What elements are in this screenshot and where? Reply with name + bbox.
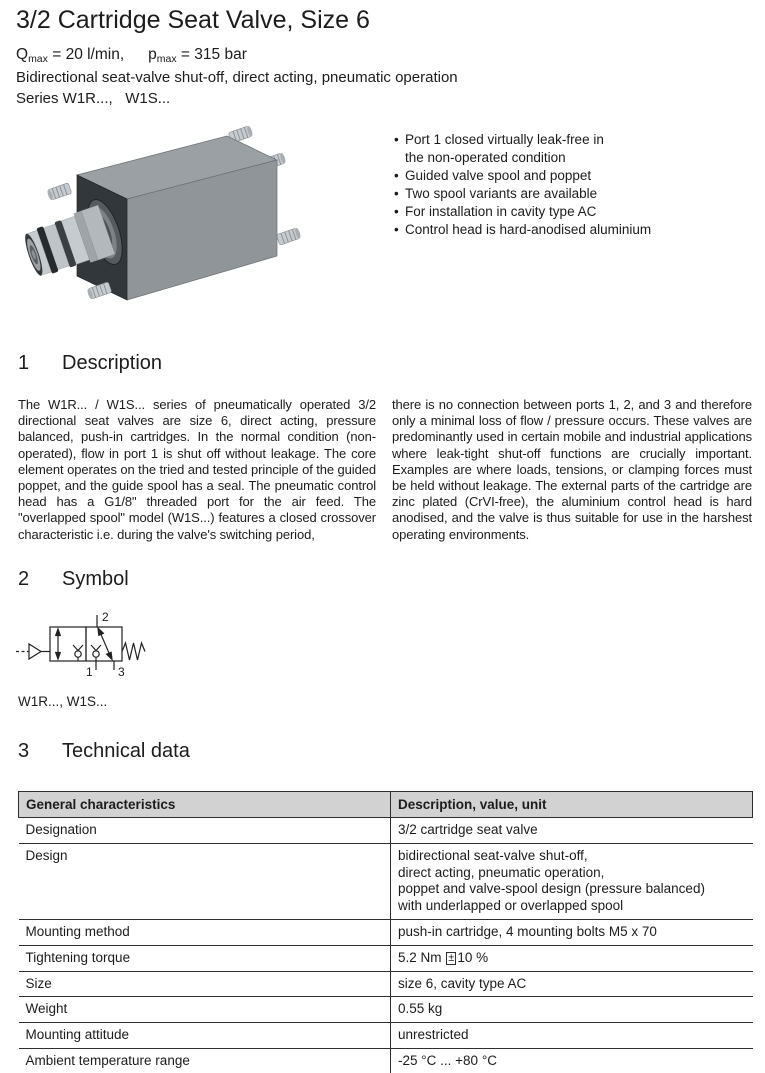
product-image <box>10 126 340 321</box>
table-header-general: General characteristics <box>19 792 391 818</box>
feature-item: • For installation in cavity type AC <box>394 204 597 219</box>
feature-item: • Guided valve spool and poppet <box>394 168 592 183</box>
qmax-value: = 20 l/min, <box>47 46 125 63</box>
poppet-seat-icon <box>73 645 83 651</box>
description-column-right: there is no connection between ports 1, 2, and 3 and therefore only a minimal loss of flow / pressure occurs. These valves are predominantly used in certain mobile and industrial applications where leak-tight shut-off functions are crucially important. Examples are where loads, tensions, or clamping forces must be held without leakage. The external parts of the cartridge are zinc plated (CrVI-free), the aluminium control head is hard anodised, and the valve is thus suitable for use in the harshest operating environments. <box>392 397 752 542</box>
feature-item: • Control head is hard-anodised aluminium <box>394 222 652 237</box>
poppet-ball-icon <box>75 651 81 657</box>
pilot-triangle-icon <box>29 644 41 659</box>
port-1-label: 1 <box>86 665 93 679</box>
row-label: Designation <box>19 818 391 844</box>
port-2-label: 2 <box>102 610 109 624</box>
qmax-symbol: Q <box>16 46 29 63</box>
bullet-icon: • <box>394 186 399 201</box>
table-row <box>19 945 753 971</box>
technical-data-table <box>18 791 753 1073</box>
mounting-stud-icon <box>276 227 301 245</box>
qmax-subscript: max <box>28 53 48 65</box>
row-value: 3/2 cartridge seat valve <box>391 818 753 844</box>
table-row <box>19 843 753 919</box>
feature-item: • Port 1 closed virtually leak-free in the non-operated condition <box>394 132 604 165</box>
row-value: push-in cartridge, 4 mounting bolts M5 x 70 <box>391 919 753 945</box>
section-title: Description <box>62 352 163 374</box>
poppet-seat-icon <box>91 645 101 651</box>
row-value: 0.55 kg <box>391 997 753 1023</box>
row-label: Ambient temperature range <box>19 1048 391 1073</box>
table-row <box>19 818 753 844</box>
row-value: size 6, cavity type AC <box>391 971 753 997</box>
row-value: -25 °C ... +80 °C <box>391 1048 753 1073</box>
row-value: bidirectional seat-valve shut-off, direct acting, pneumatic operation, poppet and valve-spool design (pressure balanced) with underlapped or overlapped spool <box>391 843 753 919</box>
row-label: Tightening torque <box>19 945 391 971</box>
description-column-left: The W1R... / W1S... series of pneumatically operated 3/2 directional seat valves are size 6, direct acting, pressure balanced, push-in cartridges. In the normal condition (non-operated), flow in port 1 is shut off without leakage. The core element operates on the tried and tested principle of the guided poppet, and the guide spool has a seal. The pneumatic control head has a G1/8" threaded port for the air feed. The "overlapped spool" model (W1S...) features a closed crossover characteristic i.e. during the valve's switching period, <box>18 397 376 542</box>
table-row <box>19 1023 753 1049</box>
poppet-ball-icon <box>93 651 99 657</box>
bullet-icon: • <box>394 222 399 237</box>
table-header-description: Description, value, unit <box>391 792 753 818</box>
bullet-icon: • <box>394 204 399 219</box>
row-label: Design <box>19 843 391 919</box>
table-row <box>19 1048 753 1073</box>
symbol-caption: W1R..., W1S... <box>18 694 108 709</box>
table-row <box>19 919 753 945</box>
page-title: 3/2 Cartridge Seat Valve, Size 6 <box>16 6 370 34</box>
bullet-icon: • <box>394 168 399 183</box>
section-title: Technical data <box>62 740 190 762</box>
port-3-label: 3 <box>118 665 125 679</box>
pmax-symbol: p <box>148 46 157 63</box>
section-number: 1 <box>18 352 30 374</box>
symbol-box-right <box>86 627 122 661</box>
section-heading-symbol <box>18 568 129 591</box>
plus-minus-boxed-glyph: ± <box>448 951 455 964</box>
section-number: 3 <box>18 740 30 762</box>
feature-item: • Two spool variants are available <box>394 186 598 201</box>
subtitle: Bidirectional seat-valve shut-off, direct acting, pneumatic operation <box>16 69 458 86</box>
pmax-subscript: max <box>156 53 177 65</box>
section-heading-description <box>18 352 162 375</box>
row-value: 5.2 Nm ± 10 % <box>391 945 753 971</box>
features-list <box>394 131 739 239</box>
section-title: Symbol <box>62 568 129 590</box>
spring-icon <box>122 643 145 660</box>
pmax-value: = 315 bar <box>176 46 247 63</box>
row-label: Weight <box>19 997 391 1023</box>
section-heading-technical-data <box>18 740 190 763</box>
row-label: Size <box>19 971 391 997</box>
spec-line <box>16 46 247 65</box>
table-row <box>19 971 753 997</box>
valve-symbol-diagram <box>15 598 155 690</box>
technical-table-body <box>19 818 753 1073</box>
row-label: Mounting method <box>19 919 391 945</box>
bullet-icon: • <box>394 132 399 147</box>
table-row <box>19 997 753 1023</box>
table-header-row <box>19 792 753 818</box>
row-value: unrestricted <box>391 1023 753 1049</box>
series-line: Series W1R..., W1S... <box>16 90 171 107</box>
mounting-stud-icon <box>46 183 71 201</box>
row-label: Mounting attitude <box>19 1023 391 1049</box>
section-number: 2 <box>18 568 30 590</box>
